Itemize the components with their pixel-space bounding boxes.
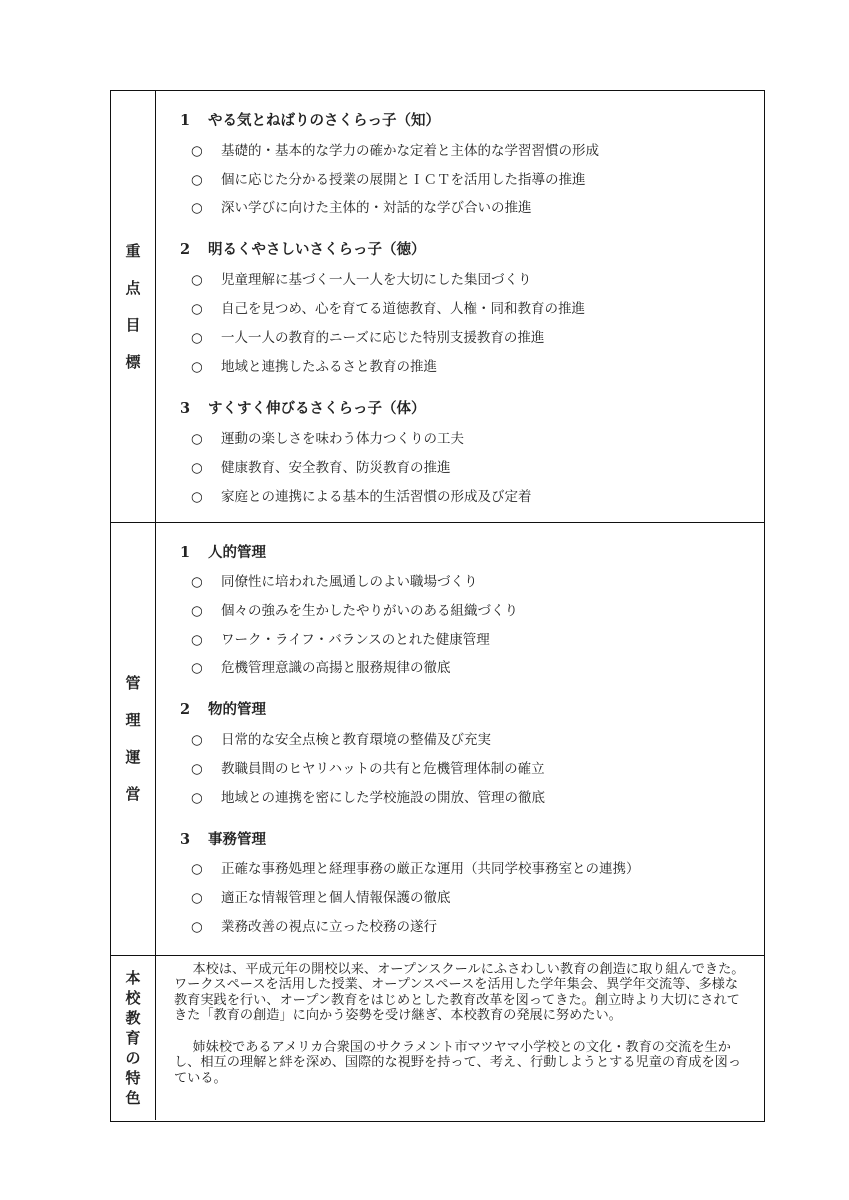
list-item: ○ 正確な事務処理と経理事務の厳正な運用（共同学校事務室との連携） xyxy=(191,861,640,877)
label-char: 重 xyxy=(125,241,141,260)
label-char: 本 xyxy=(125,968,141,987)
circle-bullet-icon: ○ xyxy=(191,890,203,906)
circle-bullet-icon: ○ xyxy=(191,200,203,216)
label-char: 目 xyxy=(125,315,141,334)
circle-bullet-icon: ○ xyxy=(191,761,203,777)
label-char: 点 xyxy=(125,278,141,297)
circle-bullet-icon: ○ xyxy=(191,574,203,590)
circle-bullet-icon: ○ xyxy=(191,143,203,159)
circle-bullet-icon: ○ xyxy=(191,632,203,648)
circle-bullet-icon: ○ xyxy=(191,790,203,806)
row-label xyxy=(111,956,156,1120)
label-char: 営 xyxy=(125,785,141,803)
list-item: ○ 運動の楽しさを味わう体力つくりの工夫 xyxy=(191,431,464,447)
row-content xyxy=(156,91,764,522)
circle-bullet-icon: ○ xyxy=(191,272,203,288)
label-char: 運 xyxy=(125,748,141,766)
list-item: ○ 個に応じた分かる授業の展開とＩＣＴを活用した指導の推進 xyxy=(191,172,586,188)
list-item: ○ 家庭との連携による基本的生活習慣の形成及び定着 xyxy=(191,489,532,505)
list-item: ○ 適正な情報管理と個人情報保護の徹底 xyxy=(191,890,451,906)
label-char: 標 xyxy=(125,352,141,371)
group-title: 2 明るくやさしいさくらっ子（徳） xyxy=(180,241,426,258)
circle-bullet-icon: ○ xyxy=(191,489,203,505)
features-paragraph: 姉妹校であるアメリカ合衆国のサクラメント市マツヤマ小学校との文化・教育の交流を生かし、相互の理解と絆を深め、国際的な視野を持って、考え、行動しようとする児童の育成を図っている。 xyxy=(174,1040,742,1086)
circle-bullet-icon: ○ xyxy=(191,732,203,748)
list-item: ○ 同僚性に培われた風通しのよい職場づくり xyxy=(191,574,478,590)
circle-bullet-icon: ○ xyxy=(191,460,203,476)
label-char: 色 xyxy=(125,1088,141,1107)
list-item: ○ 教職員間のヒヤリハットの共有と危機管理体制の確立 xyxy=(191,761,545,777)
list-item: ○ 児童理解に基づく一人一人を大切にした集団づくり xyxy=(191,272,532,288)
list-item: ○ 個々の強みを生かしたやりがいのある組織づくり xyxy=(191,603,518,619)
list-item: ○ 健康教育、安全教育、防災教育の推進 xyxy=(191,460,451,476)
row-label xyxy=(111,91,156,522)
group-title: 2 物的管理 xyxy=(180,701,266,718)
circle-bullet-icon: ○ xyxy=(191,431,203,447)
group-title: 1 やる気とねばりのさくらっ子（知） xyxy=(180,112,440,129)
circle-bullet-icon: ○ xyxy=(191,861,203,877)
policy-table xyxy=(110,90,765,1122)
label-char: 管 xyxy=(125,674,141,692)
row-content xyxy=(156,523,764,955)
list-item: ○ ワーク・ライフ・バランスのとれた健康管理 xyxy=(191,632,490,648)
circle-bullet-icon: ○ xyxy=(191,660,203,676)
list-item: ○ 危機管理意識の高揚と服務規律の徹底 xyxy=(191,660,451,676)
list-item: ○ 深い学びに向けた主体的・対話的な学び合いの推進 xyxy=(191,200,532,216)
list-item: ○ 一人一人の教育的ニーズに応じた特別支援教育の推進 xyxy=(191,330,545,346)
row-content xyxy=(156,956,764,1120)
list-item: ○ 地域と連携したふるさと教育の推進 xyxy=(191,359,437,375)
label-char: 理 xyxy=(125,711,141,729)
school-features-row xyxy=(111,956,764,1120)
priority-goals-row xyxy=(111,91,764,523)
group-title: 3 事務管理 xyxy=(180,831,266,848)
circle-bullet-icon: ○ xyxy=(191,172,203,188)
label-char: 校 xyxy=(125,988,141,1007)
circle-bullet-icon: ○ xyxy=(191,919,203,935)
label-char: 特 xyxy=(125,1068,141,1087)
circle-bullet-icon: ○ xyxy=(191,330,203,346)
circle-bullet-icon: ○ xyxy=(191,301,203,317)
circle-bullet-icon: ○ xyxy=(191,603,203,619)
row-label xyxy=(111,523,156,955)
list-item: ○ 基礎的・基本的な学力の確かな定着と主体的な学習習慣の形成 xyxy=(191,143,599,159)
group-title: 1 人的管理 xyxy=(180,544,266,561)
label-char: 教 xyxy=(125,1008,141,1027)
management-row xyxy=(111,523,764,956)
list-item: ○ 日常的な安全点検と教育環境の整備及び充実 xyxy=(191,732,491,748)
label-char: 育 xyxy=(125,1028,141,1047)
features-paragraph: 本校は、平成元年の開校以来、オープンスクールにふさわしい教育の創造に取り組んできた。ワークスペースを活用した授業、オープンスペースを活用した学年集会、異学年交流等、多様な教育実践を行い、オープン教育をはじめとした教育改革を図ってきた。創立時より大切にされてきた「教育の創造」に向かう姿勢を受け継ぎ、本校教育の発展に努めたい。 xyxy=(174,962,745,1024)
circle-bullet-icon: ○ xyxy=(191,359,203,375)
label-char: の xyxy=(125,1048,141,1067)
list-item: ○ 地域との連携を密にした学校施設の開放、管理の徹底 xyxy=(191,790,545,806)
group-title: 3 すくすく伸びるさくらっ子（体） xyxy=(180,400,426,417)
list-item: ○ 自己を見つめ、心を育てる道徳教育、人権・同和教育の推進 xyxy=(191,301,585,317)
list-item: ○ 業務改善の視点に立った校務の遂行 xyxy=(191,919,437,935)
